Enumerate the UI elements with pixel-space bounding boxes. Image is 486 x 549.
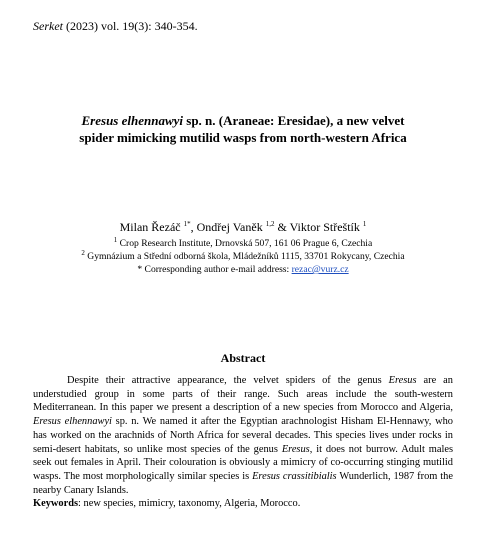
author-2: Ondřej Vaněk bbox=[196, 220, 263, 234]
affiliation-1 bbox=[0, 237, 486, 250]
title-line-1 bbox=[30, 112, 456, 129]
keywords-label: Keywords bbox=[33, 498, 79, 509]
abstract-species-name: Eresus elhennawyi bbox=[33, 416, 112, 428]
affiliation-2 bbox=[0, 250, 486, 263]
author-3-affiliation-mark: 1 bbox=[362, 220, 367, 228]
author-1: Milan Řezáč bbox=[119, 220, 181, 234]
author-separator: & bbox=[274, 220, 290, 234]
abstract-text: Wunderlich, 1987 from the nearby Canary Islands. bbox=[33, 470, 453, 496]
journal-citation bbox=[33, 19, 198, 34]
author-2-affiliation-mark: 1,2 bbox=[265, 220, 275, 228]
corresponding-email-link[interactable]: rezac@vurz.cz bbox=[291, 264, 349, 275]
affiliation-2-mark: 2 bbox=[81, 248, 85, 257]
author-separator: , bbox=[190, 220, 197, 234]
citation-details: (2023) vol. 19(3): 340-354. bbox=[62, 19, 198, 33]
author-3: Viktor Střeštík bbox=[289, 220, 360, 234]
title-line-2: spider mimicking mutilid wasps from north-western Africa bbox=[79, 130, 407, 145]
corresponding-author bbox=[0, 263, 486, 276]
abstract-heading: Abstract bbox=[220, 351, 266, 365]
author-1-affiliation-mark: 1* bbox=[183, 220, 191, 228]
abstract-text: Despite their attractive appearance, the velvet spiders of the genus bbox=[67, 375, 389, 386]
abstract-body bbox=[33, 374, 453, 497]
abstract-text: are an understudied group in some parts of their range. Such areas include the south-western Mediterranean. In this paper we present a description of a new species from Morocco and Algeria, bbox=[33, 375, 453, 414]
affiliation-1-text: Crop Research Institute, Drnovská 507, 161 06 Prague 6, Czechia bbox=[119, 238, 373, 249]
affiliation-1-mark: 1 bbox=[113, 235, 118, 244]
abstract-genus-name: Eresus bbox=[388, 375, 417, 386]
abstract-text: sp. n. We named it after the Egyptian arachnologist Hisham El-Hennawy, who has worked on the arachnids of North Africa for several decades. This species lives under rocks in semi-desert habitats, so unlike most species of the genus bbox=[33, 416, 453, 455]
author-list bbox=[0, 220, 486, 235]
journal-name: Serket bbox=[33, 19, 63, 33]
keywords-list: : new species, mimicry, taxonomy, Algeria, Morocco. bbox=[78, 498, 301, 509]
abstract-genus-name: Eresus bbox=[281, 443, 310, 455]
title-line-1-rest: sp. n. (Araneae: Eresidae), a new velvet bbox=[183, 113, 405, 128]
affiliation-2-text: Gymnázium a Střední odborná škola, Mládežníků 1115, 33701 Rokycany, Czechia bbox=[87, 251, 405, 262]
abstract-text: , it does not burrow. Adult males seek out females in April. Their colouration is obviously a mimicry of co-occurring stinging mutilid wasps. The most morphologically similar species is bbox=[33, 443, 453, 482]
title-species-name: Eresus elhennawyi bbox=[81, 113, 184, 128]
paper-title bbox=[30, 112, 456, 146]
corresponding-author-label: * Corresponding author e-mail address: bbox=[137, 264, 292, 275]
keywords bbox=[33, 498, 453, 509]
abstract-species-name: Eresus crassitibialis bbox=[252, 470, 337, 482]
